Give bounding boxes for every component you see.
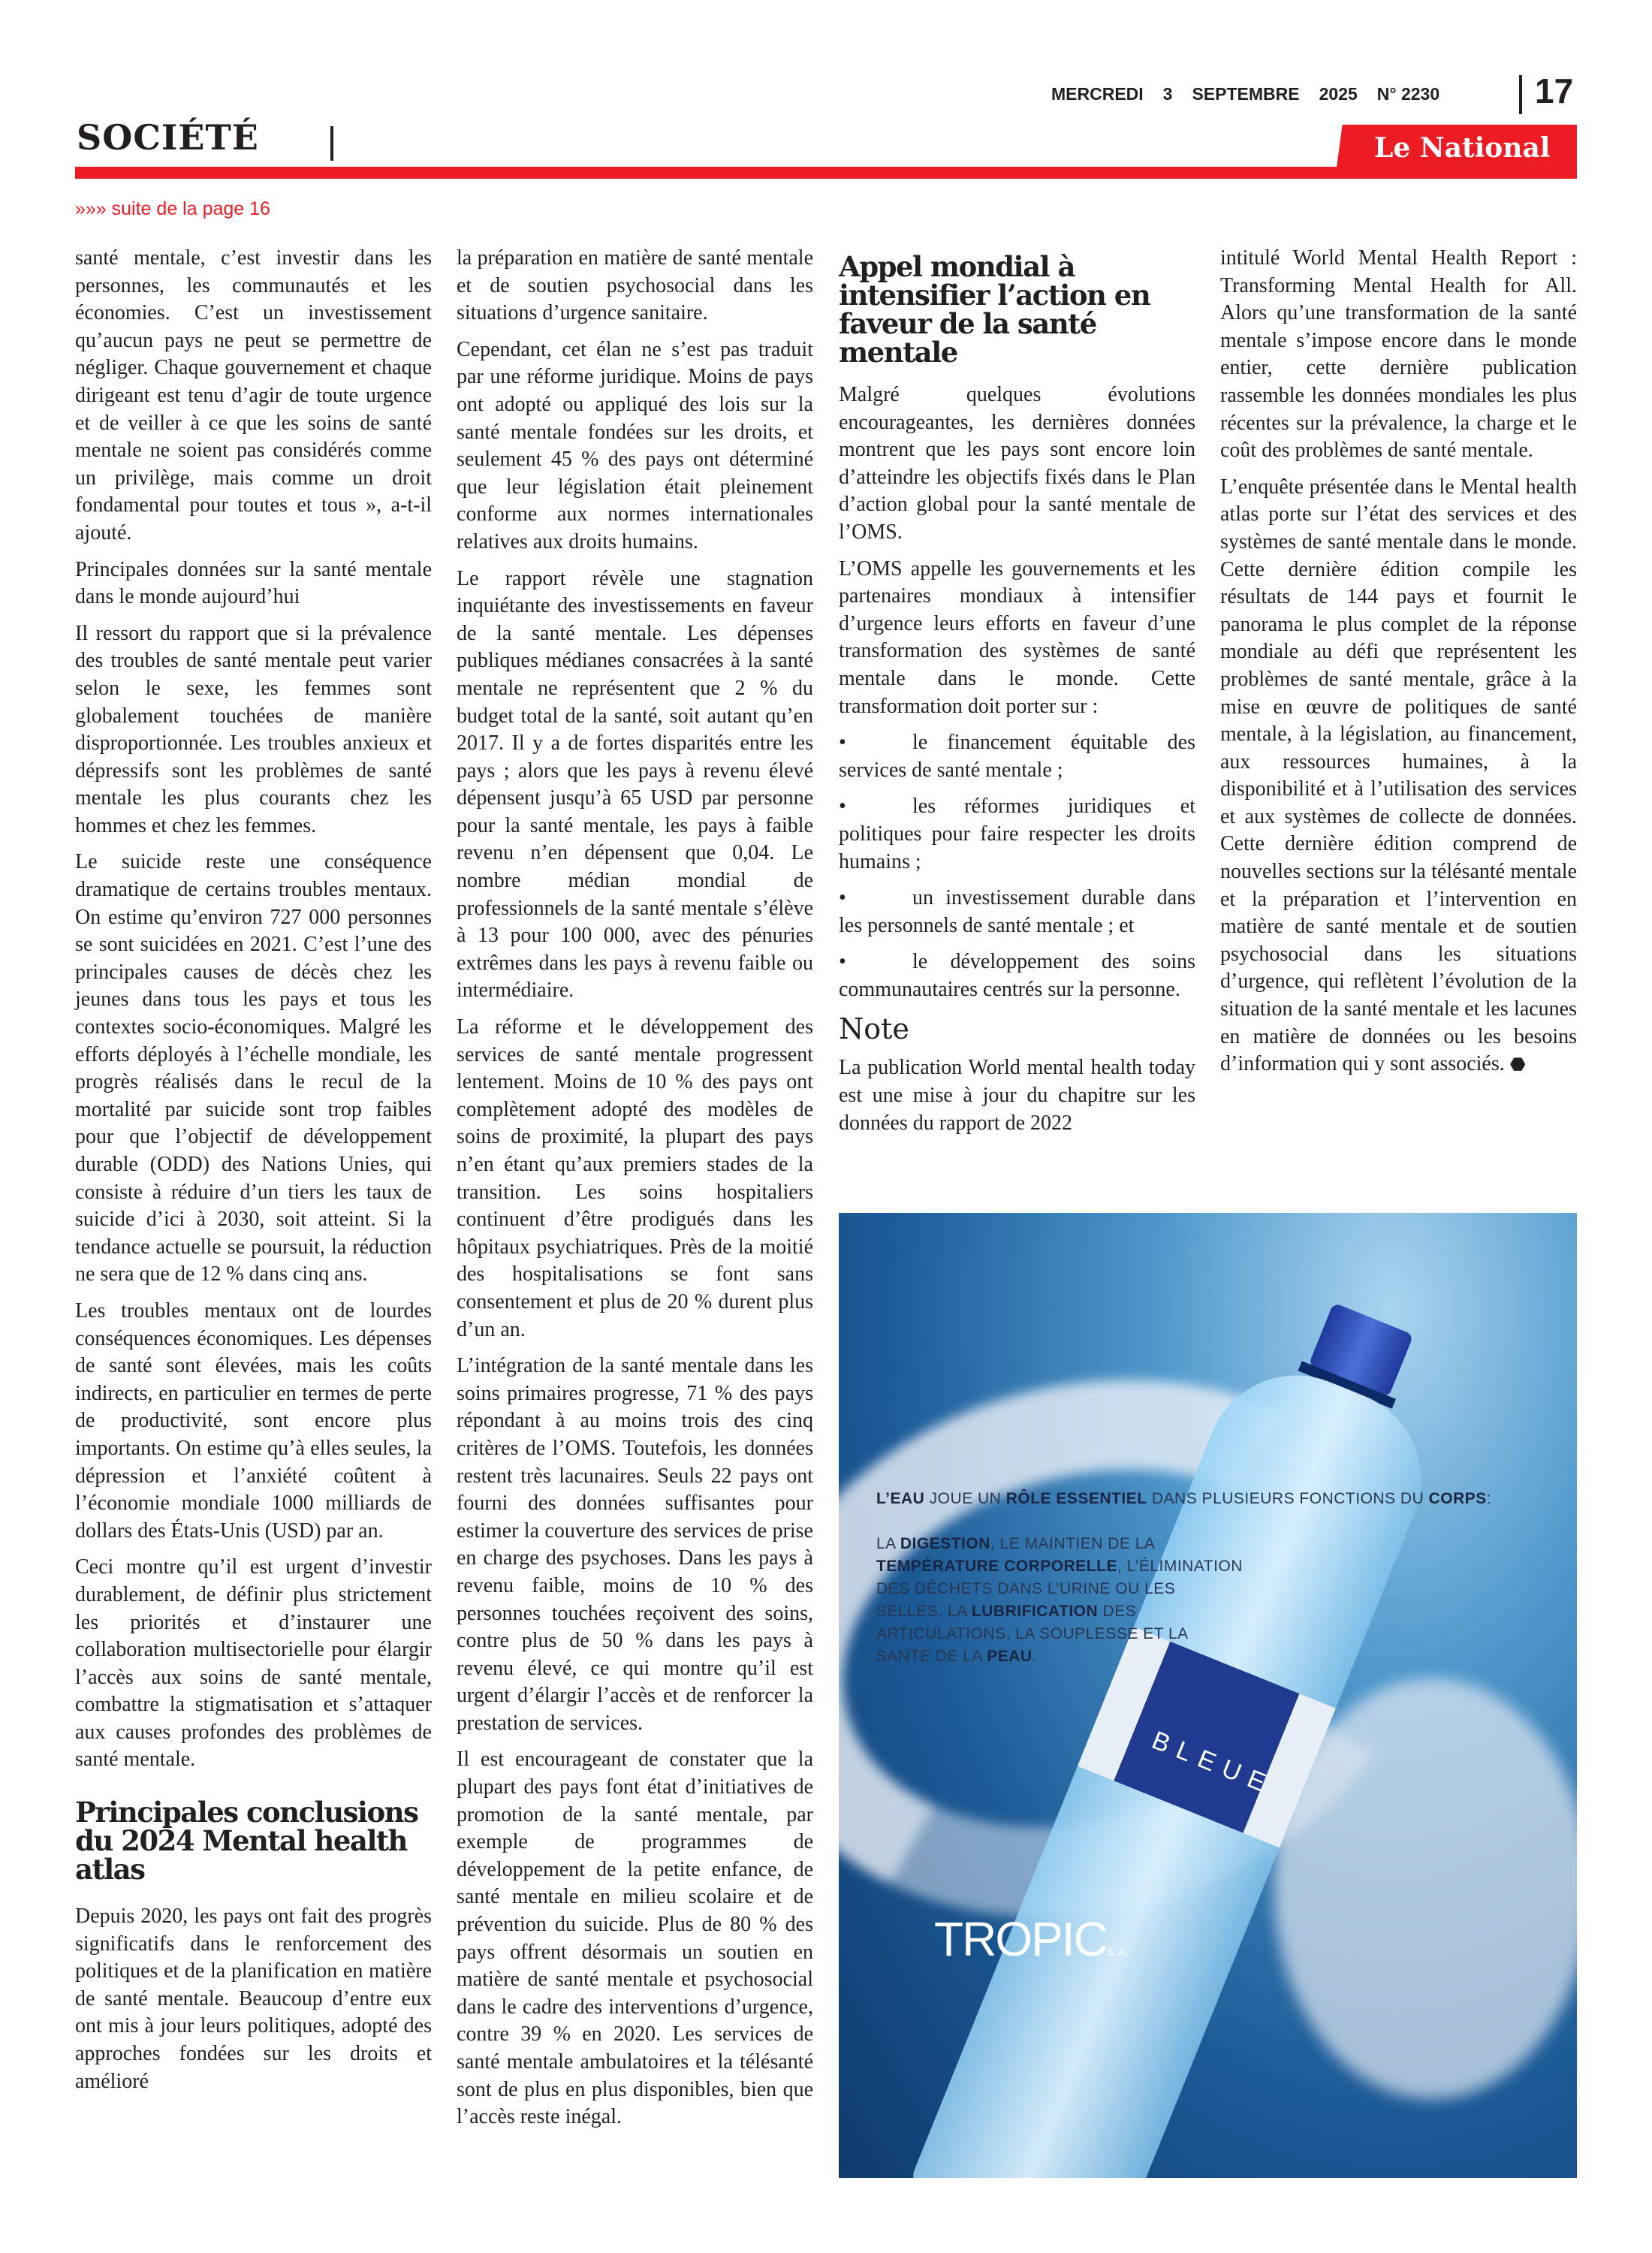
continued-from: »»» suite de la page 16: [75, 198, 270, 219]
ad-copy: L’EAU JOUE UN RÔLE ESSENTIEL DANS PLUSIEURS FONCTIONS DU CORPS: LA DIGESTION, LE MAINTIEN DE LA TEMPÉRATURE CORPORELLE, L’ÉLIMINATION DES DÉCHETS DANS L’URINE OU LES SELLES, LA LUBRIFICATION DES ARTICULATIONS, LA SOUPLESSE ET LA SANTÉ DE LA PEAU.: [876, 1490, 1492, 1665]
bullet-item: • le financement équitable des services de santé mentale ;: [839, 731, 1195, 782]
paragraph: La réforme et le développement des services de santé mentale progressent lentement. Moins de 10 % des pays ont complètement adopté des modèles de soins de proximité, la plupart des pays n’en étant qu’aux premiers stades de la transition. Les soins hospitaliers continuent d’être prodigués dans les hôpitaux psychiatriques. Près de la moitié des hospitalisations se font sans consentement et plus de 20 % durent plus d’un an.: [457, 1015, 813, 1341]
paragraph: L’enquête présentée dans le Mental health atlas porte sur l’état des services et des systèmes de santé mentale dans le monde. Cette dernière édition compile les résultats de 144 pays et fournit le panorama le plus complet de la réponse mondiale au défi que représentent les problèmes de santé mentale, grâce à la mise en œuvre de politiques de santé mentale, à la législation, au financement, aux ressources humaines, à la disponibilité et à l’utilisation des services et aux systèmes de collecte de données. Cette dernière édition comprend de nouvelles sections sur la télésanté mentale et la préparation et l’intervention en matière de santé mentale et de soutien psychosocial dans les situations d’urgence, qui reflètent l’évolution de la situation de la santé mentale et les lacunes en matière de données ou les besoins d’information qui y sont associés. ⬣: [1220, 475, 1577, 1076]
paragraph: Depuis 2020, les pays ont fait des progrès significatifs dans le renforcement des politiques et de la planification en matière de santé mentale. Beaucoup d’entre eux ont mis à jour leurs politiques, adopté des approches fondées sur les droits et amélioré: [75, 1905, 432, 2093]
paragraph: Ceci montre qu’il est urgent d’investir durablement, de définir plus strictement les priorités et d’instaurer une collaboration multisectorielle pour élargir l’accès aux soins de santé mentale, combattre la stigmatisation et s’attaquer aux causes profondes des problèmes de santé mentale.: [75, 1555, 432, 1772]
paragraph: Les troubles mentaux ont de lourdes conséquences économiques. Les dépenses de santé sont élevées, mais les coûts indirects, en particulier en termes de perte de productivité, sont encore plus importants. On estime qu’à elles seules, la dépression et l’anxiété coûtent à l’économie mondiale 1000 milliards de dollars des États-Unis (USD) par an.: [75, 1298, 432, 1543]
paragraph: santé mentale, c’est investir dans les personnes, les communautés et les économies. C’est un investissement qu’aucun pays ne peut se permettre de négliger. Chaque gouvernement et chaque dirigeant est tenu d’agir de toute urgence et de veiller à ce que les soins de santé mentale ne soient pas considérés comme un privilège, mais comme un droit fondamental pour toutes et tous », a-t-il ajouté.: [75, 246, 432, 544]
divider: [330, 126, 333, 161]
section-heading: Appel mondial à intensifier l’action en faveur de la santé mentale: [839, 250, 1150, 369]
bottle-label: BLEUE: [1078, 1627, 1336, 1847]
bullet-icon: •: [839, 795, 846, 819]
section-heading: Principales conclusions du 2024 Mental health atlas: [75, 1796, 418, 1887]
paragraph: La publication World mental health today est une mise à jour du chapitre sur les données du rapport de 2022: [839, 1056, 1195, 1135]
section-title: SOCIÉTÉ: [77, 117, 259, 158]
paragraph: Le rapport révèle une stagnation inquiétante des investissements en faveur de la santé mentale. Les dépenses publiques médianes consacrées à la santé mentale ne représentent que 2 % du budget total de la santé, soit autant qu’en 2017. Il y a de fortes disparités entre les pays ; alors que les pays à revenu élevé dépensent jusqu’à 65 USD par personne pour la santé mentale, les pays à faible revenu n’en dépensent que 0,04. Le nombre médian mondial de professionnels de la santé mentale s’élève à 13 pour 100 000, avec des pénuries extrêmes dans les pays à revenu faible ou intermédiaire.: [457, 566, 813, 1003]
advertisement: [839, 1213, 1577, 2178]
note-heading: Note: [839, 1012, 909, 1046]
paragraph: L’intégration de la santé mentale dans les soins primaires progresse, 71 % des pays répondant à au moins trois des cinq critères de l’OMS. Toutefois, les données restent très lacunaires. Seuls 22 pays ont fourni des données suffisantes pour estimer la couverture des services de prise en charge des psychoses. Dans les pays à revenu faible, moins de 10 % des personnes touchées reçoivent des soins, contre plus de 50 % dans les pays à revenu élevé, ce qui montre qu’il est urgent d’élargir l’accès et de renforcer la prestation de services.: [457, 1354, 813, 1735]
bullet-icon: •: [839, 950, 846, 974]
paragraph: Cependant, cet élan ne s’est pas traduit par une réforme juridique. Moins de pays ont adopté ou appliqué des lois sur la santé mentale fondées sur les droits, et seulement 45 % des pays ont déterminé que leur législation était pleinement conforme aux normes internationales relatives aux droits humains.: [457, 337, 813, 553]
paragraph: L’OMS appelle les gouvernements et les partenaires mondiaux à intensifier d’urgence leurs efforts en faveur d’une transformation des systèmes de santé mentale dans le monde. Cette transformation doit porter sur :: [839, 556, 1195, 718]
bullet-item: • le développement des soins communautaires centrés sur la personne.: [839, 950, 1195, 1001]
paragraph: Il est encourageant de constater que la plupart des pays font état d’initiatives de promotion de la santé mentale, par exemple de programmes de développement de la petite enfance, de santé mentale en milieu scolaire et de prévention du suicide. Plus de 80 % des pays offrent désormais un soutien en matière de santé mentale et psychosocial dans le cadre des interventions d’urgence, contre 39 % en 2020. Les services de santé mentale ambulatoires et la télésanté sont de plus en plus disponibles, bien que l’accès reste inégal.: [457, 1748, 813, 2129]
day-number: 3: [1162, 84, 1173, 104]
issue-dateline: [1051, 84, 1439, 104]
article-column-3: [839, 245, 1195, 1146]
paragraph: Il ressort du rapport que si la prévalence des troubles de santé mentale peut varier selon le sexe, les femmes sont globalement touchées de manière disproportionnée. Les troubles anxieux et dépressifs sont les problèmes de santé mentale les plus courants chez les hommes et chez les femmes.: [75, 621, 432, 837]
page-number: 17: [1535, 71, 1574, 110]
issue-number: N° 2230: [1376, 84, 1440, 104]
article-column-2: [457, 245, 813, 2140]
article-column-4: [1220, 245, 1577, 1088]
divider: [1519, 75, 1522, 114]
tropic-logo: TROPICS.A.: [934, 1912, 1130, 1966]
bullet-item: • un investissement durable dans les personnels de santé mentale ; et: [839, 886, 1195, 937]
paragraph: la préparation en matière de santé mentale et de soutien psychosocial dans les situations d’urgence sanitaire.: [457, 246, 813, 325]
bullet-item: • les réformes juridiques et politiques pour faire respecter les droits humains ;: [839, 795, 1195, 873]
year: 2025: [1319, 84, 1358, 104]
paragraph: intitulé World Mental Health Report : Transforming Mental Health for All. Alors qu’une transformation de la santé mentale s’impose encore dans le monde entier, cette dernière publication rassemble les données mondiales les plus récentes sur la prévalence, la charge et le coût des problèmes de santé mentale.: [1220, 246, 1577, 463]
end-of-article-icon: ⬣: [1509, 1055, 1526, 1075]
subheading: Principales données sur la santé mentale dans le monde aujourd’hui: [75, 557, 432, 609]
article-column-1: [75, 245, 432, 2104]
month: SEPTEMBRE: [1192, 84, 1300, 104]
weekday: MERCREDI: [1051, 84, 1144, 104]
newspaper-brand: Le National: [1374, 132, 1551, 164]
bullet-icon: •: [839, 886, 846, 910]
paragraph: Le suicide reste une conséquence dramatique de certains troubles mentaux. On estime qu’environ 727 000 personnes se sont suicidées en 2021. C’est l’une des principales causes de décès chez les jeunes dans tous les pays et tous les contextes socio-économiques. Malgré les efforts déployés à l’échelle mondiale, les progrès réalisés dans le recul de la mortalité par suicide sont trop faibles pour que l’objectif de développement durable (ODD) des Nations Unies, qui consiste à réduire d’un tiers les taux de suicide d’ici à 2030, soit atteint. Si la tendance actuelle se poursuit, la réduction ne sera que de 12 % dans cinq ans.: [75, 850, 432, 1286]
bullet-icon: •: [839, 731, 846, 755]
paragraph: Malgré quelques évolutions encourageantes, les dernières données montrent que les pays sont encore loin d’atteindre les objectifs fixés dans le Plan d’action global pour la santé mentale de l’OMS.: [839, 383, 1195, 544]
